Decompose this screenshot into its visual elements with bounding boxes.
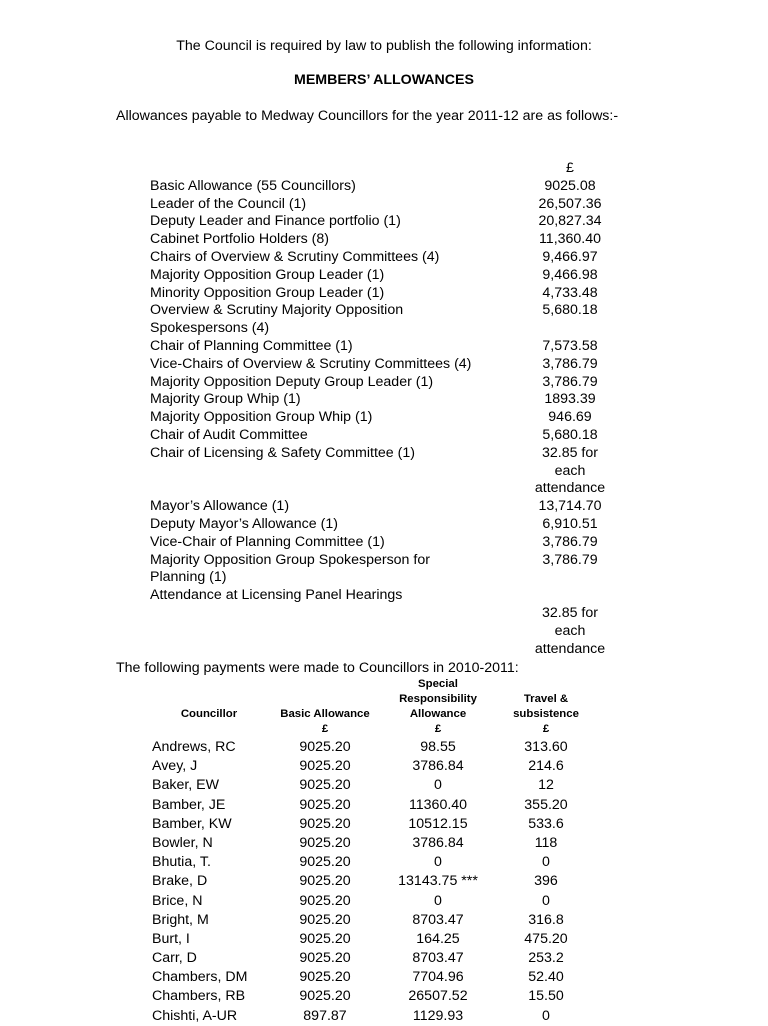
table-row xyxy=(148,987,596,1006)
travel-subsistence-value: 396 xyxy=(534,873,558,890)
basic-allowance-value: 9025.20 xyxy=(299,758,351,775)
special-responsibility-value: 1129.93 xyxy=(412,1007,464,1024)
allowance-label: Majority Opposition Deputy Group Leader (1) xyxy=(150,373,434,390)
allowances-intro-paragraph: Allowances payable to Medway Councillors for the year 2011-12 are as follows:- xyxy=(116,108,619,124)
header-basic-allowance: Basic Allowance xyxy=(280,708,370,720)
allowances-rows xyxy=(150,178,620,659)
allowance-amount: 26,507.36 xyxy=(538,195,602,212)
allowance-label: Deputy Mayor’s Allowance (1) xyxy=(150,515,338,532)
allowance-row xyxy=(150,196,620,214)
allowance-row xyxy=(150,516,620,534)
travel-subsistence-value: 15.50 xyxy=(528,988,564,1005)
special-responsibility-value: 0 xyxy=(434,777,442,794)
table-row xyxy=(148,796,596,815)
allowance-amount: 1893.39 xyxy=(544,391,596,408)
councillor-name: Carr, D xyxy=(152,950,197,967)
allowance-row xyxy=(150,445,620,498)
allowance-label: Chair of Planning Committee (1) xyxy=(150,337,353,354)
councillor-name: Andrews, RC xyxy=(152,739,236,755)
allowance-amount: 32.85 for each attendance xyxy=(534,444,606,497)
unit-travel: £ xyxy=(542,723,550,735)
allowance-row xyxy=(150,285,620,303)
table-row xyxy=(148,834,596,853)
special-responsibility-value: 98.55 xyxy=(420,739,456,755)
councillor-name: Bowler, N xyxy=(152,834,213,851)
allowance-label: Deputy Leader and Finance portfolio (1) xyxy=(150,213,401,230)
allowance-label: Chair of Licensing & Safety Committee (1) xyxy=(150,444,415,461)
allowance-amount: 946.69 xyxy=(548,409,592,426)
allowance-amount: 6,910.51 xyxy=(542,515,598,532)
allowances-header-spacer xyxy=(150,160,530,178)
special-responsibility-value: 164.25 xyxy=(416,930,460,947)
table-row xyxy=(148,949,596,968)
table-row xyxy=(148,853,596,872)
table-row xyxy=(148,968,596,987)
table-row xyxy=(148,815,596,834)
travel-subsistence-value: 316.8 xyxy=(528,911,564,928)
allowance-amount: 7,573.58 xyxy=(542,337,598,354)
table-row xyxy=(148,930,596,949)
councillor-name: Chishti, A-UR xyxy=(152,1007,238,1024)
travel-subsistence-value: 118 xyxy=(534,834,558,851)
basic-allowance-value: 9025.20 xyxy=(299,873,351,890)
allowance-row xyxy=(150,302,620,338)
allowance-label: Chairs of Overview & Scrutiny Committees (4) xyxy=(150,248,440,265)
basic-allowance-value: 9025.20 xyxy=(299,892,351,909)
basic-allowance-value: 9025.20 xyxy=(299,739,351,755)
special-responsibility-value: 0 xyxy=(434,892,442,909)
allowance-amount: 11,360.40 xyxy=(538,231,602,248)
table-row xyxy=(148,776,596,795)
allowance-row xyxy=(150,338,620,356)
allowance-label: Overview & Scrutiny Majority Opposition Spokespersons (4) xyxy=(150,302,404,337)
allowance-row xyxy=(150,498,620,516)
allowance-row xyxy=(150,391,620,409)
allowance-row xyxy=(150,427,620,445)
special-responsibility-value: 26507.52 xyxy=(408,988,468,1005)
allowance-label: Majority Opposition Group Spokesperson for Planning (1) xyxy=(150,551,430,586)
payments-table xyxy=(148,677,596,1026)
councillor-name: Burt, I xyxy=(152,930,190,947)
allowance-row xyxy=(150,552,620,588)
table-row xyxy=(148,911,596,930)
allowance-label: Vice-Chair of Planning Committee (1) xyxy=(150,533,385,550)
allowance-row xyxy=(150,534,620,552)
basic-allowance-value: 9025.20 xyxy=(299,950,351,967)
allowance-row xyxy=(150,374,620,392)
councillor-name: Brake, D xyxy=(152,873,208,890)
allowance-label: Majority Opposition Group Whip (1) xyxy=(150,409,373,426)
councillor-name: Baker, EW xyxy=(152,777,220,794)
header-travel-subsistence: Travel & subsistence xyxy=(513,693,579,720)
table-row xyxy=(148,1007,596,1026)
councillor-name: Brice, N xyxy=(152,892,203,909)
special-responsibility-value: 10512.15 xyxy=(408,815,468,832)
councillor-name: Bright, M xyxy=(152,911,209,928)
allowance-label: Cabinet Portfolio Holders (8) xyxy=(150,231,329,248)
basic-allowance-value: 9025.20 xyxy=(299,777,351,794)
allowances-table xyxy=(150,160,620,658)
allowance-amount: 5,680.18 xyxy=(542,302,598,319)
special-responsibility-value: 0 xyxy=(434,854,442,871)
basic-allowance-value: 9025.20 xyxy=(299,815,351,832)
travel-subsistence-value: 475.20 xyxy=(524,930,568,947)
allowance-amount: 4,733.48 xyxy=(542,284,598,301)
basic-allowance-value: 9025.20 xyxy=(299,930,351,947)
allowance-row xyxy=(150,356,620,374)
basic-allowance-value: 9025.20 xyxy=(299,988,351,1005)
payments-rows xyxy=(148,738,596,1026)
special-responsibility-value: 13143.75 *** xyxy=(398,873,478,890)
allowance-label: Minority Opposition Group Leader (1) xyxy=(150,284,385,301)
allowance-amount: 32.85 for each attendance xyxy=(534,604,606,657)
special-responsibility-value: 11360.40 xyxy=(408,796,468,813)
allowance-amount: 9,466.98 xyxy=(542,266,598,283)
allowance-amount: 9025.08 xyxy=(544,177,596,194)
allowance-label: Majority Group Whip (1) xyxy=(150,391,301,408)
table-row xyxy=(148,738,596,757)
allowance-label: Attendance at Licensing Panel Hearings xyxy=(150,587,403,604)
travel-subsistence-value: 0 xyxy=(542,1007,550,1024)
header-special-responsibility: Special Responsibility Allowance xyxy=(399,678,477,720)
councillor-name: Bhutia, T. xyxy=(152,854,211,871)
allowance-amount: 5,680.18 xyxy=(542,426,598,443)
page-title: MEMBERS’ ALLOWANCES xyxy=(294,72,474,88)
travel-subsistence-value: 355.20 xyxy=(524,796,568,813)
councillor-name: Chambers, RB xyxy=(152,988,246,1005)
basic-allowance-value: 9025.20 xyxy=(299,911,351,928)
allowance-amount: 3,786.79 xyxy=(542,551,598,568)
allowance-label: Chair of Audit Committee xyxy=(150,426,308,443)
allowance-label: Vice-Chairs of Overview & Scrutiny Committees (4) xyxy=(150,355,472,372)
special-responsibility-value: 8703.47 xyxy=(412,911,464,928)
allowance-row xyxy=(150,267,620,285)
travel-subsistence-value: 12 xyxy=(538,777,554,794)
allowances-header-row xyxy=(150,160,620,178)
basic-allowance-value: 9025.20 xyxy=(299,834,351,851)
travel-subsistence-value: 533.6 xyxy=(528,815,564,832)
councillor-name: Bamber, JE xyxy=(152,796,226,813)
payments-intro-paragraph: The following payments were made to Councillors in 2010-2011: xyxy=(116,660,519,676)
special-responsibility-value: 3786.84 xyxy=(412,758,464,775)
header-councillor: Councillor xyxy=(180,708,238,720)
intro-text: The Council is required by law to publish the following information: xyxy=(176,38,592,54)
allowance-row xyxy=(150,587,620,658)
payments-header-row xyxy=(148,677,596,722)
allowance-row xyxy=(150,409,620,427)
travel-subsistence-value: 214.6 xyxy=(528,758,564,775)
councillor-name: Avey, J xyxy=(152,758,198,775)
allowance-amount: 3,786.79 xyxy=(542,373,598,390)
allowance-label: Majority Opposition Group Leader (1) xyxy=(150,266,385,283)
allowance-row xyxy=(150,178,620,196)
allowance-amount: 13,714.70 xyxy=(538,498,602,515)
units-spacer xyxy=(148,722,270,738)
travel-subsistence-value: 0 xyxy=(542,854,550,871)
allowance-label: Mayor’s Allowance (1) xyxy=(150,498,290,515)
allowance-amount: 20,827.34 xyxy=(538,213,602,230)
allowance-row xyxy=(150,231,620,249)
allowance-amount: 3,786.79 xyxy=(542,355,598,372)
allowance-row xyxy=(150,213,620,231)
table-row xyxy=(148,872,596,891)
travel-subsistence-value: 52.40 xyxy=(528,969,564,986)
allowance-row xyxy=(150,249,620,267)
special-responsibility-value: 8703.47 xyxy=(412,950,464,967)
currency-symbol: £ xyxy=(566,160,574,176)
travel-subsistence-value: 313.60 xyxy=(524,739,568,755)
payments-units-row xyxy=(148,722,596,738)
basic-allowance-value: 9025.20 xyxy=(299,796,351,813)
table-row xyxy=(148,757,596,776)
allowance-label: Basic Allowance (55 Councillors) xyxy=(150,177,356,194)
councillor-name: Bamber, KW xyxy=(152,815,232,832)
allowance-label: Leader of the Council (1) xyxy=(150,195,307,212)
allowance-amount: 3,786.79 xyxy=(542,533,598,550)
councillor-name: Chambers, DM xyxy=(152,969,248,986)
special-responsibility-value: 3786.84 xyxy=(412,834,464,851)
unit-basic: £ xyxy=(321,723,329,735)
unit-special: £ xyxy=(434,723,442,735)
basic-allowance-value: 9025.20 xyxy=(299,969,351,986)
travel-subsistence-value: 253.2 xyxy=(528,950,564,967)
basic-allowance-value: 9025.20 xyxy=(299,854,351,871)
special-responsibility-value: 7704.96 xyxy=(412,969,464,986)
table-row xyxy=(148,892,596,911)
travel-subsistence-value: 0 xyxy=(542,892,550,909)
allowance-amount: 9,466.97 xyxy=(542,248,598,265)
basic-allowance-value: 897.87 xyxy=(303,1007,347,1024)
